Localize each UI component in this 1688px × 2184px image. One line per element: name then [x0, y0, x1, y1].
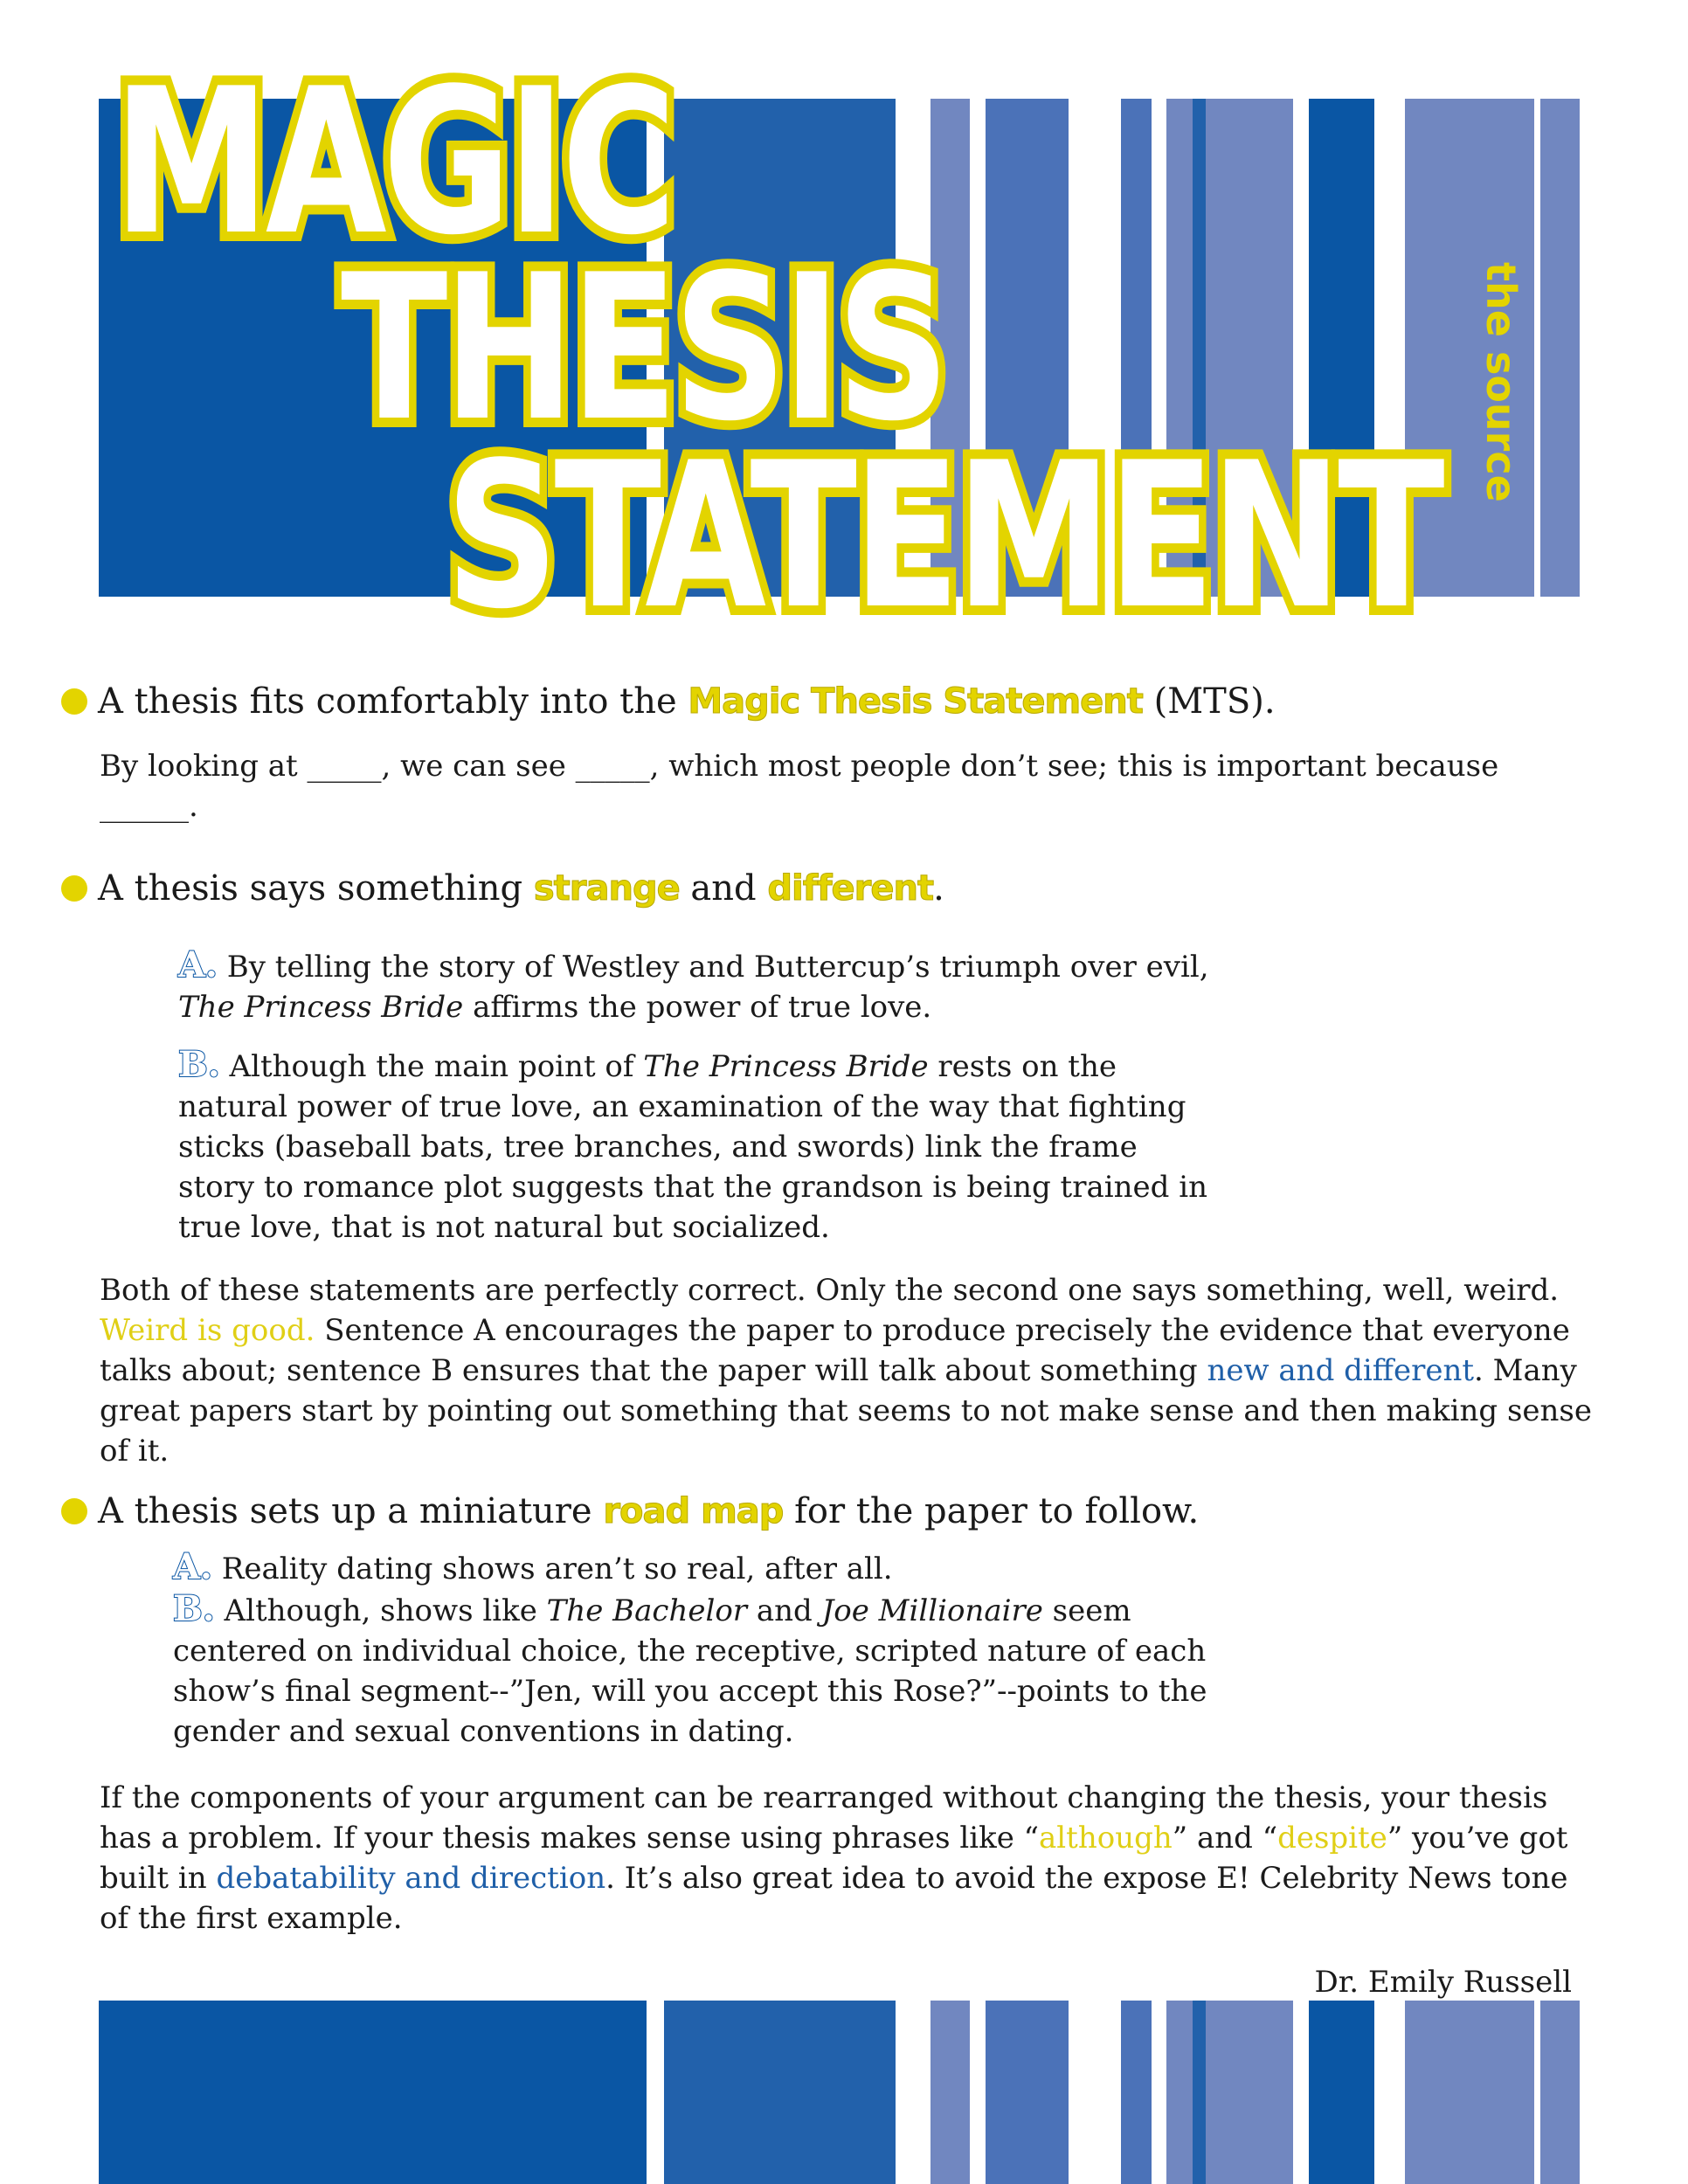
header-stripe [1540, 99, 1580, 597]
highlight-different: different [767, 868, 934, 909]
highlight-strange: strange [533, 868, 680, 909]
highlight-despite: despite [1277, 1821, 1387, 1856]
example-a: A. By telling the story of Westley and Buttercup’s triumph over evil, The Princess Bride affirms the power of true love. [178, 944, 1209, 1025]
highlight-road-map: road map [603, 1491, 784, 1531]
title-line-thesis: THESIS [341, 232, 946, 466]
footer-stripe [1405, 2001, 1534, 2184]
bullet-text: A thesis says something strange and different. [98, 868, 944, 909]
footer-stripe [1309, 2001, 1374, 2184]
footer-stripe [1166, 2001, 1193, 2184]
example-b: B. Although the main point of The Princess Bride rests on the natural power of true love, an examination of the way that fighting sticks (baseball bats, tree branches, and swords) link the frame story to romance plot suggests that the grandson is being trained in true love, that is not natural but socialized. [178, 1044, 1207, 1245]
example-letter: A. [173, 1546, 212, 1587]
bullet-mts [61, 680, 1599, 723]
footer-stripe [986, 2001, 1069, 2184]
title-line-statement: STATEMENT [446, 420, 1441, 653]
example-letter: B. [178, 1044, 220, 1085]
footer-stripe [1540, 2001, 1580, 2184]
explanation-paragraph: Both of these statements are perfectly correct. Only the second one says something, well, weird. Weird is good. Sentence A encourages the paper to produce precisely the evidence that everyone talks about; sentence B ensures that the paper will talk about something new and different. Many great papers start by pointing out something that seems to not make sense and then making sense of it. [100, 1273, 1593, 1469]
bullet-dot-icon [61, 688, 87, 715]
highlight-although: although [1039, 1821, 1173, 1856]
example-letter: A. [178, 944, 218, 985]
example-b: B. Although, shows like The Bachelor and Joe Millionaire seem centered on individual choice, the receptive, scripted nature of each show’s final segment--”Jen, will you accept this Rose?”--points to the gender and sexual conventions in dating. [173, 1588, 1207, 1749]
example-letter: B. [173, 1588, 215, 1629]
footer-stripe [1206, 2001, 1293, 2184]
footer-stripe [1121, 2001, 1152, 2184]
section-strange [61, 867, 1599, 1471]
title-line-magic: MAGIC [114, 46, 673, 280]
highlight-mts: Magic Thesis Statement [688, 681, 1143, 722]
footer-stripe [664, 2001, 896, 2184]
highlight-new: new and different [1207, 1353, 1475, 1388]
section-road-map [61, 1489, 1599, 1939]
bullet-dot-icon [61, 1498, 87, 1524]
footer-stripe [99, 2001, 647, 2184]
bullet-text: A thesis fits comfortably into the Magic Thesis Statement (MTS). [98, 681, 1276, 722]
author-signature: Dr. Emily Russell [1314, 1965, 1572, 2000]
footer-stripe [1193, 2001, 1206, 2184]
bullet-dot-icon [61, 875, 87, 902]
section-mts [61, 680, 1599, 826]
mts-template: By looking at _____, we can see _____, which most people don’t see; this is important because ______. [100, 749, 1499, 824]
example-a: A. Reality dating shows aren’t so real, after all. [173, 1546, 893, 1587]
bullet-road-map [61, 1489, 1599, 1533]
explanation-paragraph: If the components of your argument can be rearranged without changing the thesis, your thesis has a problem. If your thesis makes sense using phrases like “although” and “despite” you’ve got built in debatability and direction. It’s also great idea to avoid the expose E! Celebrity News tone of the first example. [100, 1780, 1568, 1936]
bullet-strange [61, 867, 1599, 910]
source-tag: the source [1477, 262, 1525, 502]
bullet-text: A thesis sets up a miniature road map for the paper to follow. [98, 1491, 1200, 1531]
highlight-debatability: debatability and direction [216, 1861, 606, 1896]
highlight-weird: Weird is good. [100, 1313, 315, 1348]
footer-stripe [930, 2001, 970, 2184]
